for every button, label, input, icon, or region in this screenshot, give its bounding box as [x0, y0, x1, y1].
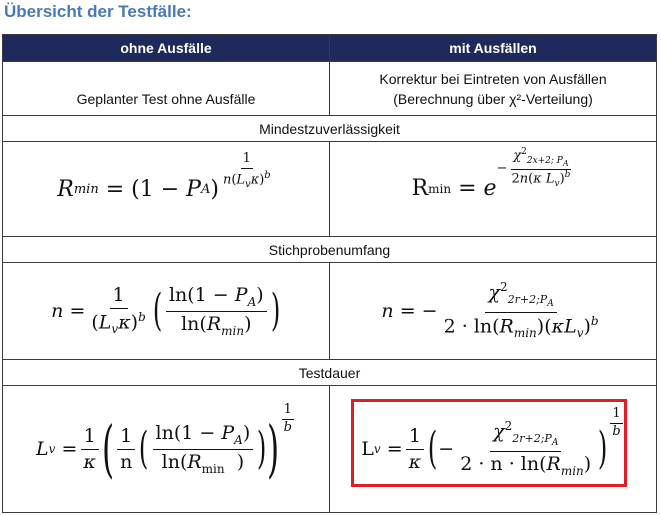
correction-text: Korrektur bei Eintreten von Ausfällen	[379, 70, 607, 87]
section-sample-size: Stichprobenumfang	[3, 237, 657, 263]
column-header-with-failures: mit Ausfällen	[330, 35, 657, 62]
formula-r-min-no-failures: R min = (1 − P A ) $\frac{1}{n(L_v\kappa)^b}$	[57, 151, 271, 202]
sample-size-formula-row	[3, 263, 657, 360]
formula-r-left	[3, 142, 330, 237]
formula-r-right	[330, 142, 657, 237]
section-row-test-duration	[3, 360, 657, 386]
planned-test-text: Geplanter Test ohne Ausfälle	[76, 91, 256, 107]
section-row-reliability	[3, 116, 657, 142]
formula-n-with-failures: n = − $\frac{\chi^2_{2r+2;P_A}}{2 \cdot \ln(R_{min})(\kappa L_v)^b}$	[381, 280, 599, 341]
formula-r-min-with-failures: R min = e − $\frac{\chi^2_{2x+2; P_A}}{2n(\kappa L_v)^b}$	[411, 146, 571, 202]
formula-l-left	[3, 386, 330, 513]
section-row-sample-size	[3, 237, 657, 263]
page-title: Übersicht der Testfälle:	[4, 2, 192, 21]
formula-lv-with-failures: L v = $\frac{1}{\kappa}$ ( − $\frac{\chi^2_{2r+2;P_A}}{2 \cdot n \cdot \ln(R_{min})}$ ) $\frac{1}{b}$	[361, 406, 621, 478]
header-row	[3, 35, 657, 62]
formula-l-right	[330, 386, 657, 513]
description-left	[3, 62, 330, 116]
description-right	[330, 62, 657, 116]
section-test-duration: Testdauer	[3, 360, 657, 386]
formula-lv-no-failures: L v = $\frac{1}{\kappa}$ ( $\frac{1}{n}$ ( $\frac{\ln(1 - P_A)}{\ln(R_{min} )}$ ) ) $\frac{1}{b}$	[36, 402, 292, 485]
column-header-no-failures: ohne Ausfälle	[3, 35, 330, 62]
chi-square-text: (Berechnung über χ²-Verteilung)	[393, 90, 593, 107]
test-duration-formula-row	[3, 386, 657, 513]
formula-n-no-failures: n = $\frac{1}{(L_v\kappa)^b}$ ( $\frac{\ln(1 - P_A)}{\ln(R_{min})}$ )	[51, 283, 280, 338]
reliability-formula-row	[3, 142, 657, 237]
description-row	[3, 62, 657, 116]
section-reliability: Mindestzuverlässigkeit	[3, 116, 657, 142]
test-cases-table	[2, 34, 657, 513]
formula-n-right	[330, 263, 657, 360]
formula-n-left	[3, 263, 330, 360]
